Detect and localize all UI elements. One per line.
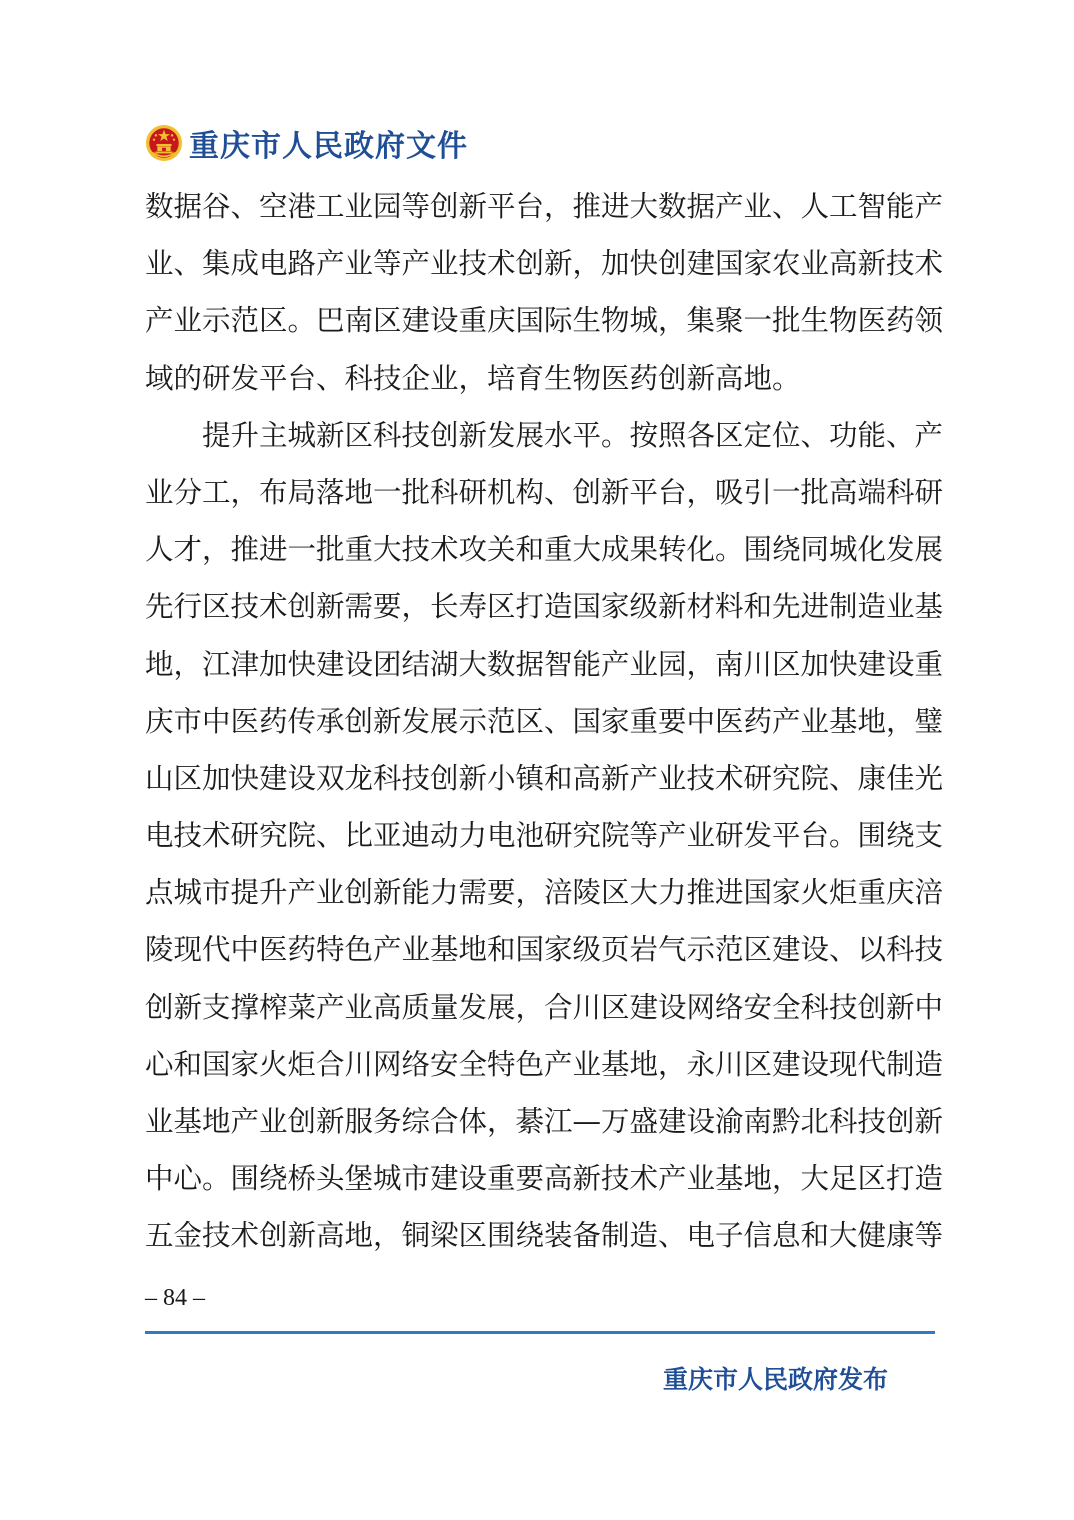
text-line: 业基地产业创新服务综合体，綦江—万盛建设渝南黔北科技创新 (145, 1105, 944, 1138)
text-line: 数据谷、空港工业园等创新平台，推进大数据产业、人工智能产 (145, 190, 944, 223)
body-text (145, 178, 944, 1265)
text-line: 五金技术创新高地，铜梁区围绕装备制造、电子信息和大健康等 (145, 1219, 944, 1253)
document-title: 重庆市人民政府文件 (189, 129, 468, 164)
text-line: 山区加快建设双龙科技创新小镇和高新产业技术研究院、康佳光 (145, 761, 944, 795)
text-line: 地，江津加快建设团结湖大数据智能产业园，南川区加快建设重 (145, 647, 944, 681)
text-line: 陵现代中医药特色产业基地和国家级页岩气示范区建设、以科技 (145, 933, 944, 967)
text-line: 域的研发平台、科技企业，培育生物医药创新高地。 (145, 361, 801, 395)
text-line: 点城市提升产业创新能力需要，涪陵区大力推进国家火炬重庆涪 (145, 876, 944, 910)
publisher-label: 重庆市人民政府发布 (663, 1365, 889, 1394)
document-header (145, 118, 468, 168)
text-line: 电技术研究院、比亚迪动力电池研究院等产业研发平台。围绕支 (145, 819, 944, 853)
text-line: 业、集成电路产业等产业技术创新，加快创建国家农业高新技术 (145, 247, 944, 281)
text-line: 先行区技术创新需要，长寿区打造国家级新材料和先进制造业基 (145, 590, 944, 624)
text-line: 中心。围绕桥头堡城市建设重要高新技术产业基地，大足区打造 (145, 1162, 944, 1196)
page-number: – 84 – (145, 1285, 205, 1311)
text-line: 提升主城新区科技创新发展水平。按照各区定位、功能、产 (145, 418, 944, 452)
text-line: 人才，推进一批重大技术攻关和重大成果转化。围绕同城化发展 (145, 533, 944, 567)
footer-divider (145, 1331, 935, 1334)
text-line: 创新支撑榨菜产业高质量发展，合川区建设网络安全科技创新中 (145, 990, 944, 1024)
text-line: 庆市中医药传承创新发展示范区、国家重要中医药产业基地，璧 (145, 704, 944, 738)
national-emblem-icon (145, 124, 183, 162)
text-line: 产业示范区。巴南区建设重庆国际生物城，集聚一批生物医药领 (145, 304, 944, 338)
text-line: 心和国家火炬合川网络安全特色产业基地，永川区建设现代制造 (145, 1047, 944, 1081)
text-line: 业分工，布局落地一批科研机构、创新平台，吸引一批高端科研 (145, 475, 944, 509)
